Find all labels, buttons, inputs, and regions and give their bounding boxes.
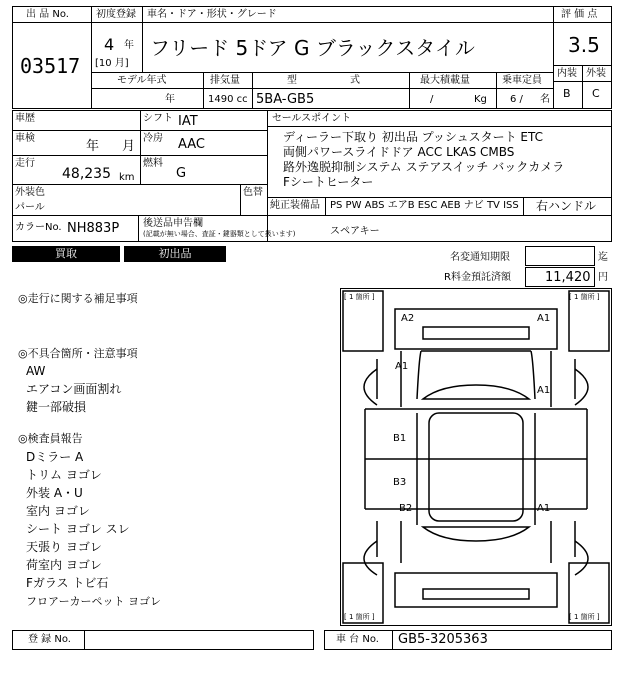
inspector-label: ◎検査員報告	[18, 432, 83, 445]
inspector-item: トリム ヨゴレ	[26, 468, 102, 482]
sales-line-1: ディーラー下取り 初出品 プッシュスタート ETC	[283, 130, 543, 144]
steering: 右ハンドル	[536, 199, 597, 213]
ext-color: パール	[15, 202, 45, 213]
defect-item: AW	[26, 364, 46, 378]
first-reg-label: 初度登録	[96, 9, 136, 20]
type-label-2: 式	[350, 75, 360, 86]
first-reg-year-unit: 年	[124, 40, 134, 51]
score-label: 評 価 点	[561, 9, 598, 20]
history-label: 車歴	[15, 113, 35, 124]
damage-mark: A1	[537, 503, 551, 514]
damage-mark: A1	[537, 313, 551, 324]
aftermarket-label: 後送品申告欄	[143, 218, 203, 229]
reg-no-label: 登 録 No.	[28, 634, 71, 645]
supplement-label: ◎走行に関する補足事項	[18, 292, 138, 305]
inspection-month: 月	[122, 139, 136, 154]
aftermarket-box	[267, 215, 612, 242]
shift: IAT	[178, 114, 198, 129]
deadline-unit: 迄	[598, 252, 608, 263]
defect-item: エアコン画面割れ	[26, 382, 122, 396]
recycle-unit: 円	[598, 272, 608, 283]
inspector-item: 天張り ヨゴレ	[26, 540, 102, 554]
first-reg-month: [10 月]	[95, 58, 129, 69]
color-change-label: 色替	[243, 187, 263, 198]
max-load: /	[430, 94, 434, 105]
ac-label: 冷房	[143, 133, 163, 144]
model-year-label: モデル年式	[117, 75, 167, 86]
recycle-value: 11,420	[545, 270, 591, 285]
aftermarket-value: スペアキー	[330, 226, 380, 237]
score-value: 3.5	[568, 33, 600, 57]
damage-mark: A1	[395, 361, 409, 372]
equipment-label: 純正装備品	[270, 200, 320, 211]
inspection-year: 年	[86, 139, 100, 154]
count-bottom-left: [ 1 箇所 ]	[344, 613, 375, 621]
odometer-label: 走行	[15, 158, 35, 169]
chassis-no-label: 車 台 No.	[336, 634, 379, 645]
fuel-label: 燃料	[143, 158, 163, 169]
inspector-item: 外装 A・U	[26, 486, 83, 500]
damage-mark: A1	[537, 385, 551, 396]
capacity-label: 乗車定員	[502, 75, 542, 86]
color-no-label: カラーNo.	[15, 222, 62, 233]
recycle-label: R料金預託済額	[444, 272, 511, 283]
exterior-grade: C	[592, 87, 600, 100]
count-top-right: [ 1 箇所 ]	[569, 293, 600, 301]
damage-mark: B2	[399, 503, 413, 514]
car-name: フリード 5ドア G ブラックスタイル	[150, 36, 475, 60]
defect-item: 鍵一部破損	[26, 400, 87, 414]
capacity: 6 /	[510, 94, 523, 105]
chassis-no: GB5-3205363	[398, 632, 488, 647]
sales-line-3: 路外逸脱抑制システム ステアスイッチ バックカメラ	[283, 160, 565, 174]
buy-badge: 買取	[12, 246, 120, 262]
inspector-item: 室内 ヨゴレ	[26, 504, 90, 518]
first-listing-badge: 初出品	[124, 246, 226, 262]
shift-label: シフト	[143, 113, 173, 124]
inspection-label: 車検	[15, 133, 35, 144]
model-code: 5BA-GB5	[256, 92, 315, 107]
car-name-label: 車名・ドア・形状・グレード	[147, 9, 277, 20]
model-year-unit: 年	[165, 94, 175, 105]
sales-label: セールスポイント	[272, 113, 352, 124]
interior-label: 内装	[557, 68, 577, 79]
damage-mark: B3	[393, 477, 407, 488]
odometer-unit: km	[119, 172, 135, 183]
lot-number-label: 出 品 No.	[26, 9, 69, 20]
car-outline	[343, 291, 609, 623]
inspector-item: シート ヨゴレ スレ	[26, 522, 130, 536]
count-bottom-right: [ 1 箇所 ]	[569, 613, 600, 621]
damage-mark: B1	[393, 433, 407, 444]
damage-mark: A2	[401, 313, 415, 324]
interior-grade: B	[563, 87, 571, 100]
odometer: 48,235	[62, 166, 111, 182]
fuel: G	[176, 166, 187, 181]
color-no: NH883P	[67, 221, 120, 236]
displacement: 1490 cc	[208, 94, 248, 105]
defects-label: ◎不具合箇所・注意事項	[18, 347, 138, 360]
inspector-item: Dミラー A	[26, 450, 84, 464]
type-label: 型	[287, 75, 297, 86]
equipment: PS PW ABS エアB ESC AEB ナビ TV ISS	[330, 200, 519, 211]
inspector-item: フロアーカーペット ヨゴレ	[26, 595, 161, 608]
first-reg-year: 4	[104, 35, 115, 54]
aftermarket-note: (記載が無い場合、査証・鍵器類として扱います)	[143, 230, 296, 238]
inspector-item: Fガラス トビ石	[26, 576, 109, 590]
damage-diagram	[340, 288, 612, 626]
sales-line-2: 両側パワースライドドア ACC LKAS CMBS	[283, 145, 515, 159]
lot-number: 03517	[20, 54, 81, 78]
capacity-unit: 名	[540, 94, 550, 105]
deadline-label: 名変通知期限	[450, 252, 510, 263]
exterior-label: 外装	[586, 68, 606, 79]
ext-color-label: 外装色	[15, 187, 45, 198]
sales-line-4: Fシートヒーター	[283, 175, 374, 189]
deadline-box	[525, 246, 595, 266]
ac: AAC	[178, 137, 205, 152]
displacement-label: 排気量	[210, 75, 240, 86]
max-load-label: 最大積載量	[420, 75, 470, 86]
max-load-unit: Kg	[474, 94, 487, 105]
inspector-item: 荷室内 ヨゴレ	[26, 558, 102, 572]
count-top-left: [ 1 箇所 ]	[344, 293, 375, 301]
